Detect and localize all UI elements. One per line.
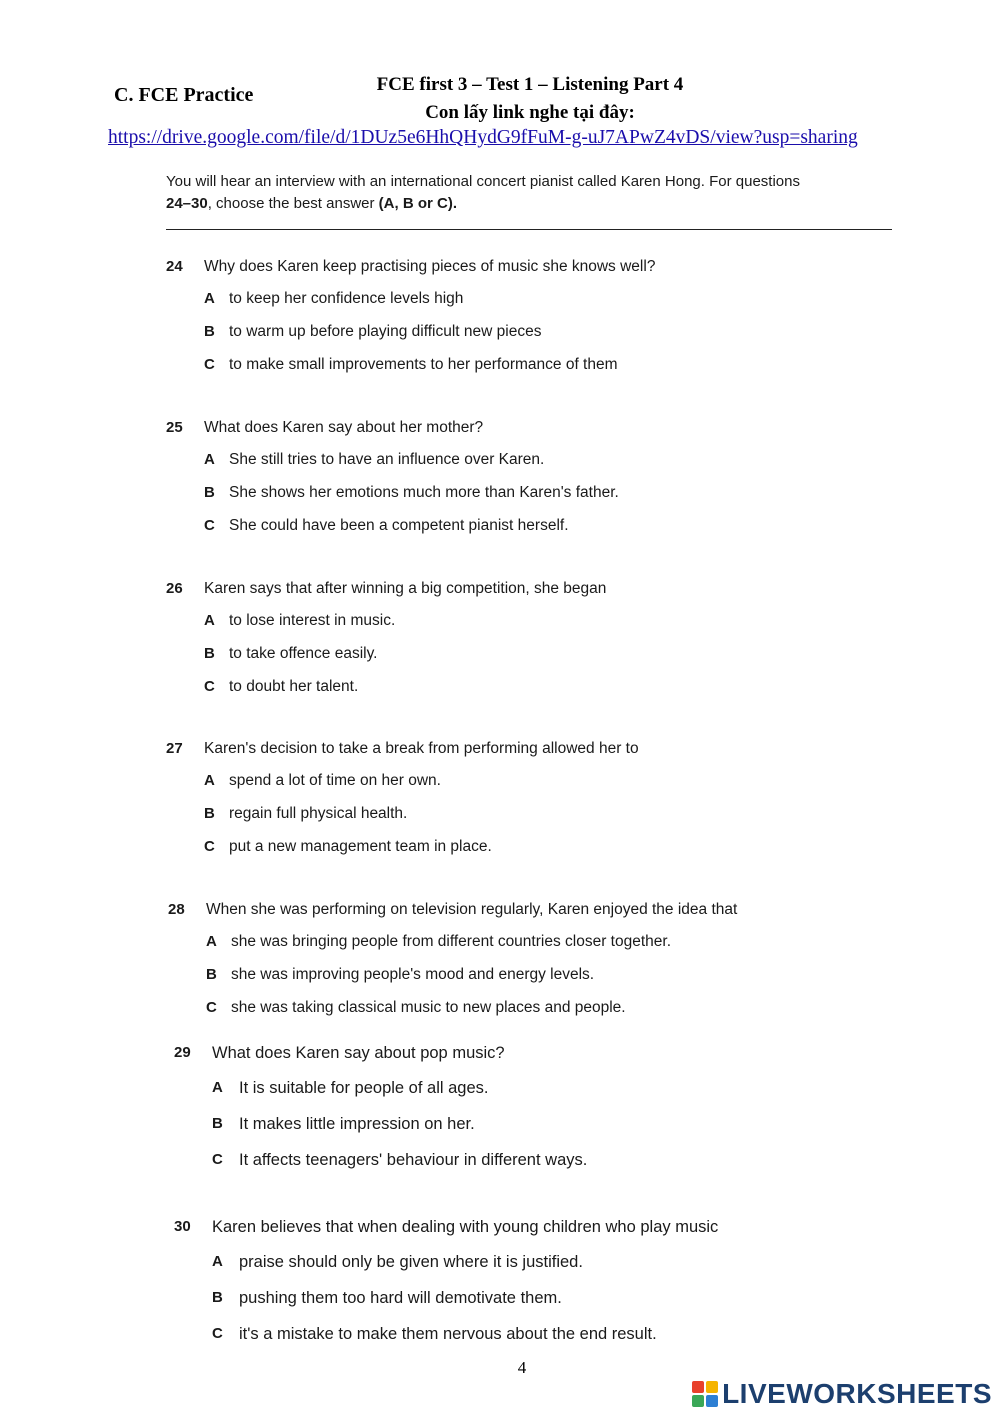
question-text: What does Karen say about pop music? [212,1044,505,1062]
option-text: regain full physical health. [229,805,408,822]
option-text: to doubt her talent. [229,678,359,695]
option-text: to lose interest in music. [229,612,396,629]
option-letter: B [204,323,215,340]
instructions-range: 24–30 [166,195,208,212]
option-letter: A [212,1079,223,1096]
option-text: It affects teenagers' behaviour in different ways. [239,1151,588,1169]
page-subtitle: Con lấy link nghe tại đây: [425,102,635,123]
option-letter: C [204,838,215,855]
page-title: FCE first 3 – Test 1 – Listening Part 4 [376,74,684,95]
question-text: Why does Karen keep practising pieces of music she knows well? [204,258,656,275]
liveworksheets-logo[interactable] [692,1378,992,1410]
instructions-choices: (A, B or C). [378,195,457,212]
option-letter: B [212,1289,223,1306]
option-letter: C [206,999,217,1016]
question-text: What does Karen say about her mother? [204,419,484,436]
option-text: to warm up before playing difficult new pieces [229,323,542,340]
option-text: to keep her confidence levels high [229,290,464,307]
option-letter: B [212,1115,223,1132]
option-text: It is suitable for people of all ages. [239,1079,489,1097]
option-letter: A [206,933,217,950]
question-number: 30 [174,1218,191,1235]
option-text: praise should only be given where it is justified. [239,1253,583,1271]
option-text: put a new management team in place. [229,838,492,855]
option-letter: B [204,805,215,822]
question-text: When she was performing on television regularly, Karen enjoyed the idea that [206,901,738,918]
instructions-mid: , choose the best answer [207,195,379,212]
logo-square-1 [692,1381,704,1393]
option-letter: A [204,451,215,468]
option-text: She shows her emotions much more than Karen's father. [229,484,619,501]
option-letter: C [204,356,215,373]
option-text: she was bringing people from different countries closer together. [231,933,671,950]
question-text: Karen believes that when dealing with young children who play music [212,1218,719,1236]
option-text: spend a lot of time on her own. [229,772,441,789]
question-text: Karen says that after winning a big competition, she began [204,580,607,597]
option-letter: C [204,517,215,534]
option-letter: C [204,678,215,695]
option-letter: B [206,966,217,983]
logo-square-4 [706,1395,718,1407]
option-letter: C [212,1151,223,1168]
instructions-text: You will hear an interview with an international concert pianist called Karen Hong. For questions [166,173,800,190]
option-letter: A [204,612,215,629]
option-text: to take offence easily. [229,645,378,662]
audio-link[interactable]: https://drive.google.com/file/d/1DUz5e6HhQHydG9fFuM-g-uJ7APwZ4vDS/view?usp=sharing [108,127,858,148]
question-number: 28 [168,901,185,918]
liveworksheets-icon [692,1381,718,1407]
option-text: she was improving people's mood and energy levels. [231,966,595,983]
option-letter: A [204,290,215,307]
page-number: 4 [517,1358,527,1377]
logo-square-2 [706,1381,718,1393]
logo-square-3 [692,1395,704,1407]
option-text: She could have been a competent pianist herself. [229,517,569,534]
option-text: she was taking classical music to new places and people. [231,999,626,1016]
question-number: 29 [174,1044,191,1061]
option-letter: C [212,1325,223,1342]
option-text: She still tries to have an influence over Karen. [229,451,545,468]
question-number: 24 [166,258,183,275]
divider [166,229,892,230]
option-text: pushing them too hard will demotivate them. [239,1289,562,1307]
option-letter: A [212,1253,223,1270]
option-letter: B [204,484,215,501]
question-number: 27 [166,740,183,757]
option-letter: A [204,772,215,789]
question-number: 25 [166,419,183,436]
option-text: to make small improvements to her performance of them [229,356,618,373]
section-label: C. FCE Practice [114,84,254,106]
option-text: It makes little impression on her. [239,1115,475,1133]
instructions [166,171,896,215]
option-letter: B [204,645,215,662]
question-text: Karen's decision to take a break from performing allowed her to [204,740,639,757]
liveworksheets-wordmark: LIVEWORKSHEETS [722,1378,992,1409]
question-number: 26 [166,580,183,597]
option-text: it's a mistake to make them nervous about the end result. [239,1325,657,1343]
